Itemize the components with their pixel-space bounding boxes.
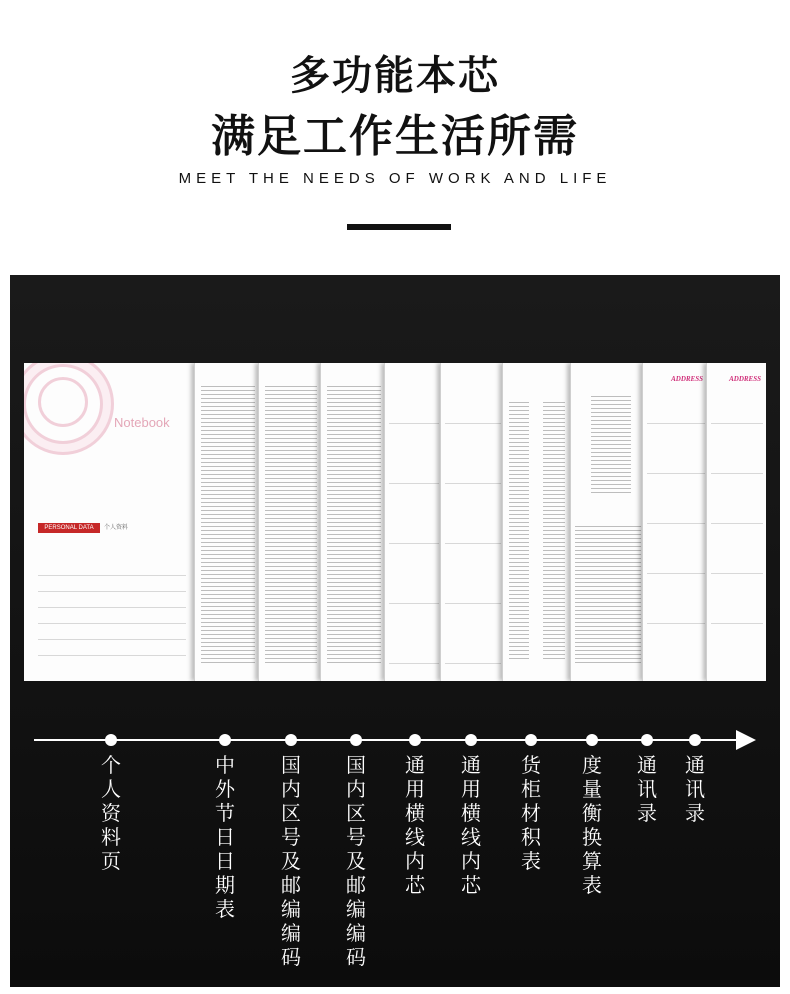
timeline-dot (525, 734, 537, 746)
title-line-2: 满足工作生活所需 (211, 111, 579, 162)
hero-header (0, 0, 790, 272)
timeline-dot (219, 734, 231, 746)
preview-page-lined-2 (440, 363, 505, 681)
form-line (38, 607, 186, 608)
truck-diagrams (591, 393, 631, 493)
page-preview-strip (24, 363, 766, 681)
lined-row (711, 573, 763, 574)
timeline-label-container-volume: 货柜材积表 (521, 753, 541, 873)
timeline-dot (465, 734, 477, 746)
lined-row (647, 423, 705, 424)
personal-data-bar: PERSONAL DATA (38, 523, 100, 533)
form-line (38, 639, 186, 640)
lined-row (389, 483, 439, 484)
timeline-dot (689, 734, 701, 746)
timeline-label-area-codes-1: 国内区号及邮编编码 (281, 753, 301, 969)
preview-page-area-codes-2 (320, 363, 387, 681)
preview-page-container-volume (502, 363, 573, 681)
lined-row (389, 543, 439, 544)
preview-page-personal (24, 363, 196, 681)
timeline-dot (409, 734, 421, 746)
timeline-label-measurement: 度量衡换算表 (582, 753, 602, 897)
divider-rule (347, 224, 451, 230)
lined-row (445, 663, 501, 664)
holiday-rows (201, 383, 255, 663)
lined-row (711, 473, 763, 474)
preview-page-lined-1 (384, 363, 443, 681)
lined-row (445, 543, 501, 544)
volume-table (509, 399, 529, 659)
lined-row (647, 473, 705, 474)
lined-row (389, 423, 439, 424)
lined-row (389, 603, 439, 604)
personal-data-cn: 个人资料 (104, 524, 129, 531)
lined-row (445, 603, 501, 604)
title-line-1: 多功能本芯 (290, 53, 500, 99)
lined-row (389, 663, 439, 664)
timeline-label-lined-2: 通用横线内芯 (461, 753, 481, 897)
timeline-label-area-codes-2: 国内区号及邮编编码 (346, 753, 366, 969)
timeline-label-address-2: 通讯录 (685, 753, 705, 825)
timeline-label-address-1: 通讯录 (637, 753, 657, 825)
form-line (38, 655, 186, 656)
subtitle: MEET THE NEEDS OF WORK AND LIFE (178, 170, 612, 187)
area-code-rows (265, 383, 317, 663)
form-line (38, 623, 186, 624)
timeline-dot (641, 734, 653, 746)
lined-row (711, 623, 763, 624)
notebook-word: Notebook (114, 415, 170, 430)
timeline-label-lined-1: 通用横线内芯 (405, 753, 425, 897)
lined-row (647, 573, 705, 574)
volume-scale (543, 399, 565, 659)
timeline-axis (34, 739, 746, 741)
timeline-dot (586, 734, 598, 746)
preview-page-measurement (570, 363, 645, 681)
timeline-dot (285, 734, 297, 746)
timeline-label-personal: 个人资料页 (101, 753, 121, 873)
form-line (38, 591, 186, 592)
lined-row (711, 523, 763, 524)
lined-row (445, 483, 501, 484)
conversion-table (575, 523, 641, 663)
preview-page-address-2 (706, 363, 766, 681)
arrow-right-icon (736, 730, 756, 750)
timeline-label-holidays: 中外节日日期表 (215, 753, 235, 921)
lined-row (711, 423, 763, 424)
preview-page-address-1 (642, 363, 709, 681)
timeline-dot (105, 734, 117, 746)
address-heading: ADDRESS (729, 375, 761, 383)
lined-row (647, 523, 705, 524)
product-panel (10, 275, 780, 987)
lined-row (647, 623, 705, 624)
floral-ornament-inner-icon (38, 377, 88, 427)
form-line (38, 575, 186, 576)
timeline-dot (350, 734, 362, 746)
address-heading: ADDRESS (671, 375, 703, 383)
lined-row (445, 423, 501, 424)
preview-page-holidays (194, 363, 261, 681)
area-code-rows (327, 383, 381, 663)
preview-page-area-codes-1 (258, 363, 323, 681)
